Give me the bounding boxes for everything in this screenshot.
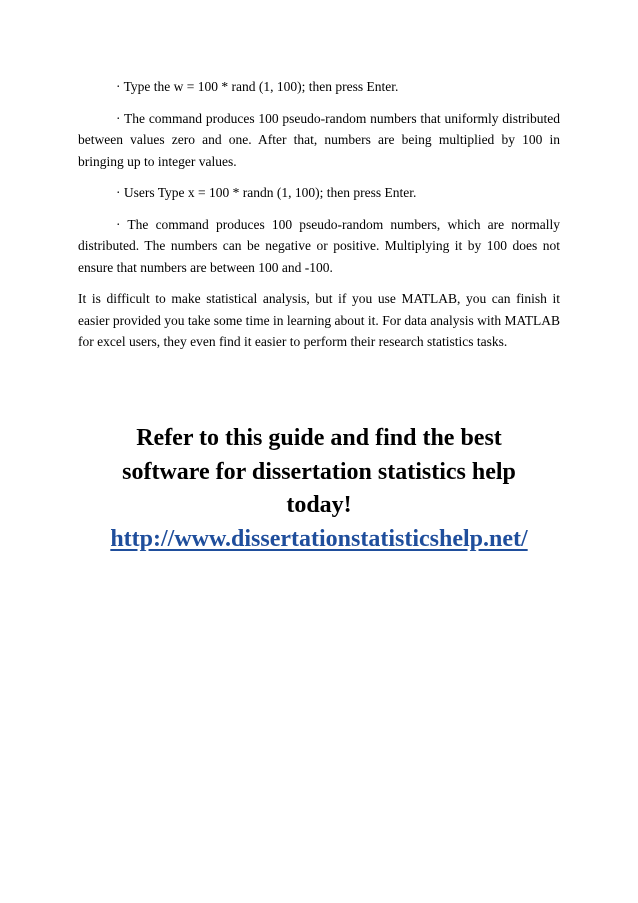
callout-link-line <box>60 523 578 557</box>
document-body <box>78 76 560 363</box>
paragraph-randn-explanation: · The command produces 100 pseudo-random numbers, which are normally distributed. The numbers can be negative or positive. Multiplying it by 100 does not ensure that numbers are between 100 and -100. <box>78 216 560 275</box>
paragraph-rand-explanation: · The command produces 100 pseudo-random numbers that uniformly distributed between values zero and one. After that, numbers are being multiplied by 100 in bringing up to integer values. <box>78 110 560 169</box>
callout-line-3: today! <box>286 492 352 518</box>
bullet-type-rand-command: · Type the w = 100 * rand (1, 100); then press Enter. <box>116 79 399 94</box>
callout-line-1: Refer to this guide and find the best <box>136 425 502 451</box>
callout-line-2: software for dissertation statistics help <box>122 458 516 485</box>
callout-block <box>60 422 578 556</box>
paragraph-matlab-conclusion: It is difficult to make statistical analysis, but if you use MATLAB, you can finish it easier provided you take some time in learning about it. For data analysis with MATLAB for excel users, they even find it easier to perform their research statistics tasks. <box>78 291 560 349</box>
bullet-type-randn-command: · Users Type x = 100 * randn (1, 100); then press Enter. <box>116 185 417 200</box>
website-link[interactable]: http://www.dissertationstatisticshelp.net/ <box>110 525 528 552</box>
